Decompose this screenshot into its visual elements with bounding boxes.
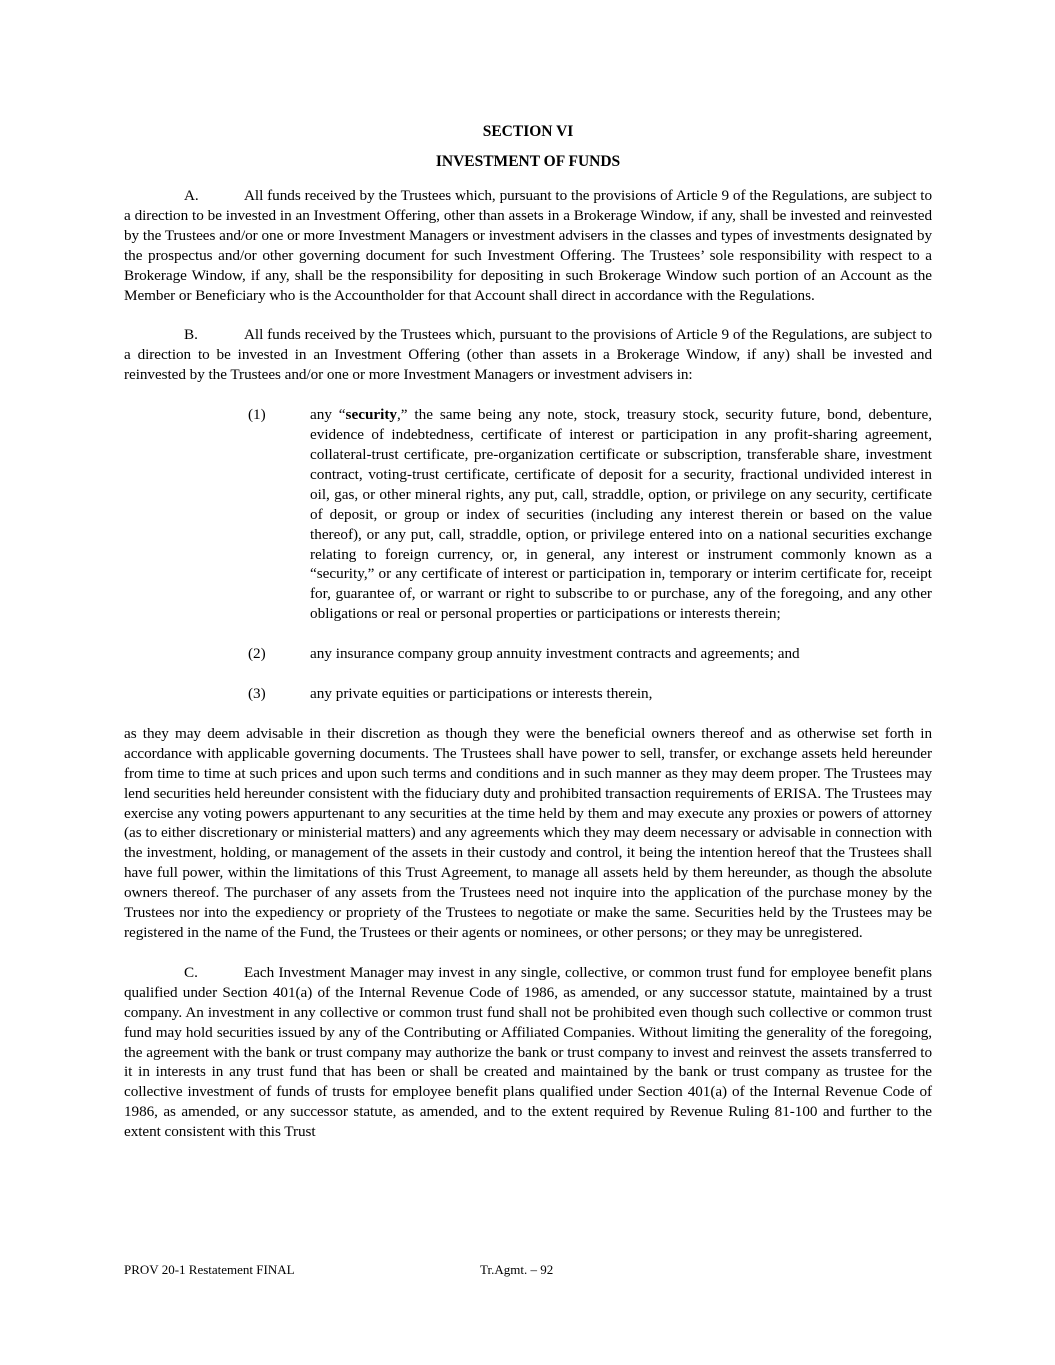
paragraph-a-label: A. — [184, 187, 199, 204]
document-page — [124, 122, 932, 1162]
defined-term-security: security — [345, 406, 397, 424]
list-item-text: any insurance company group annuity investment contracts and agreements; and — [310, 645, 800, 663]
paragraph-c-text: Each Investment Manager may invest in any single, collective, or common trust fund for employee benefit plans qualified under Section 401(a) of the Internal Revenue Code of 1986, as amended, or any successor statute, maintained by a trust company. An investment in any collective or common trust fund shall not be prohibited even though such collective or common trust fund may hold securities issued by any of the Contributing or Affiliated Companies. Without limiting the generality of the foregoing, the agreement with the bank or trust company may authorize the bank or trust company to invest and reinvest the assets transferred to it in interests in any trust fund that has been or shall be created and maintained by the bank or trust company as trustee for the collective investment of funds of trusts for employee benefit plans qualified under Section 401(a) of the Internal Revenue Code of 1986, as amended, or any successor statute, as amended, and to the extent required by Revenue Ruling 81-100 and further to the extent consistent with this Trust — [124, 963, 932, 1141]
list-item-number: (1) — [248, 406, 266, 424]
paragraph-a — [124, 186, 932, 305]
list-item-text-post: ,” the same being any note, stock, treasury stock, security future, bond, debenture, evidence of indebtedness, certificate of interest or participation in any profit-sharing agreement, collateral-trust certificate, pre-organization certificate or subscription, transferable share, investment contract, voting-trust certificate, certificate of deposit for a security, fractional undivided interest in oil, gas, or other mineral rights, any put, call, straddle, option, or privilege on any security, certificate of deposit, or group or index of securities (including any interest therein or based on the value thereof), or any put, call, straddle, option, or privilege entered into on a national securities exchange relating to foreign currency, or, in general, any interest or instrument commonly known as a “security,” or any certificate of interest or participation in, temporary or interim certificate for, receipt for, guarantee of, or warrant or right to subscribe to or purchase, any of the foregoing, and any other obligations or real or personal properties or participations or interests therein; — [310, 406, 932, 623]
paragraph-b-text: All funds received by the Trustees which, pursuant to the provisions of Article 9 of the Regulations, are subject to a direction to be invested in an Investment Offering (other than assets in a Brokerage Window, if any) shall be invested and reinvested by the Trustees and/or one or more Investment Managers or investment advisers in: — [124, 326, 932, 384]
paragraph-b — [124, 325, 932, 385]
list-item-text-pre: any “ — [310, 406, 346, 424]
list-item-number: (2) — [248, 645, 266, 663]
continuation-paragraph: as they may deem advisable in their discretion as though they were the beneficial owners thereof and as otherwise set forth in accordance with applicable governing documents. The Trustees shall have power to sell, transfer, or exchange assets held hereunder from time to time at such prices and upon such terms and conditions and in such manner as they may deem proper. The Trustees may lend securities held hereunder consistent with the fiduciary duty and prohibited transaction requirements of ERISA. The Trustees may exercise any voting powers appurtenant to any securities at the time held by them and may execute any proxies or powers of attorney (as to either discretionary or ministerial matters) and any agreements which they may deem necessary or advisable in connection with the investment, holding, or management of the assets in their custody and control, it being the intention hereof that the Trustees shall have full power, within the limitations of this Trust Agreement, to manage all assets held by them hereunder, as though the absolute owners thereof. The purchaser of any assets from the Trustees need not inquire into the application of the purchase money by the Trustees nor into the expediency or propriety of the Trustees to negotiate or make the same. Securities held by the Trustees may be registered in the name of the Fund, the Trustees or their agents or nominees, or other persons; or they may be unregistered. — [124, 724, 932, 941]
list-item-text: any private equities or participations or interests therein, — [310, 685, 653, 703]
list-item-1 — [124, 405, 932, 624]
list-item-2 — [124, 644, 932, 664]
paragraph-a-text: All funds received by the Trustees which, pursuant to the provisions of Article 9 of the Regulations, are subject to a direction to be invested in an Investment Offering, other than assets in a Brokerage Window, if any, shall be invested and reinvested by the Trustees and/or one or more Investment Managers or investment advisers in the classes and types of investments designated by the prospectus and/or other governing document for such Investment Offering. The Trustees’ sole responsibility with respect to a Brokerage Window, if any, shall be the responsibility for depositing in such Brokerage Window such portion of an Account as the Member or Beneficiary who is the Accountholder for that Account shall direct in accordance with the Regulations. — [124, 187, 932, 304]
section-title: INVESTMENT OF FUNDS — [435, 153, 621, 170]
paragraph-c — [124, 963, 932, 1142]
list-item-number: (3) — [248, 685, 266, 703]
section-number: SECTION VI — [482, 123, 574, 140]
list-item-3 — [124, 684, 932, 704]
footer-document-id: PROV 20-1 Restatement FINAL — [124, 1262, 295, 1277]
paragraph-c-label: C. — [184, 963, 198, 981]
footer-page-number: Tr.Agmt. – 92 — [480, 1262, 554, 1277]
list-item-text — [310, 405, 932, 624]
paragraph-b-label: B. — [184, 326, 198, 344]
